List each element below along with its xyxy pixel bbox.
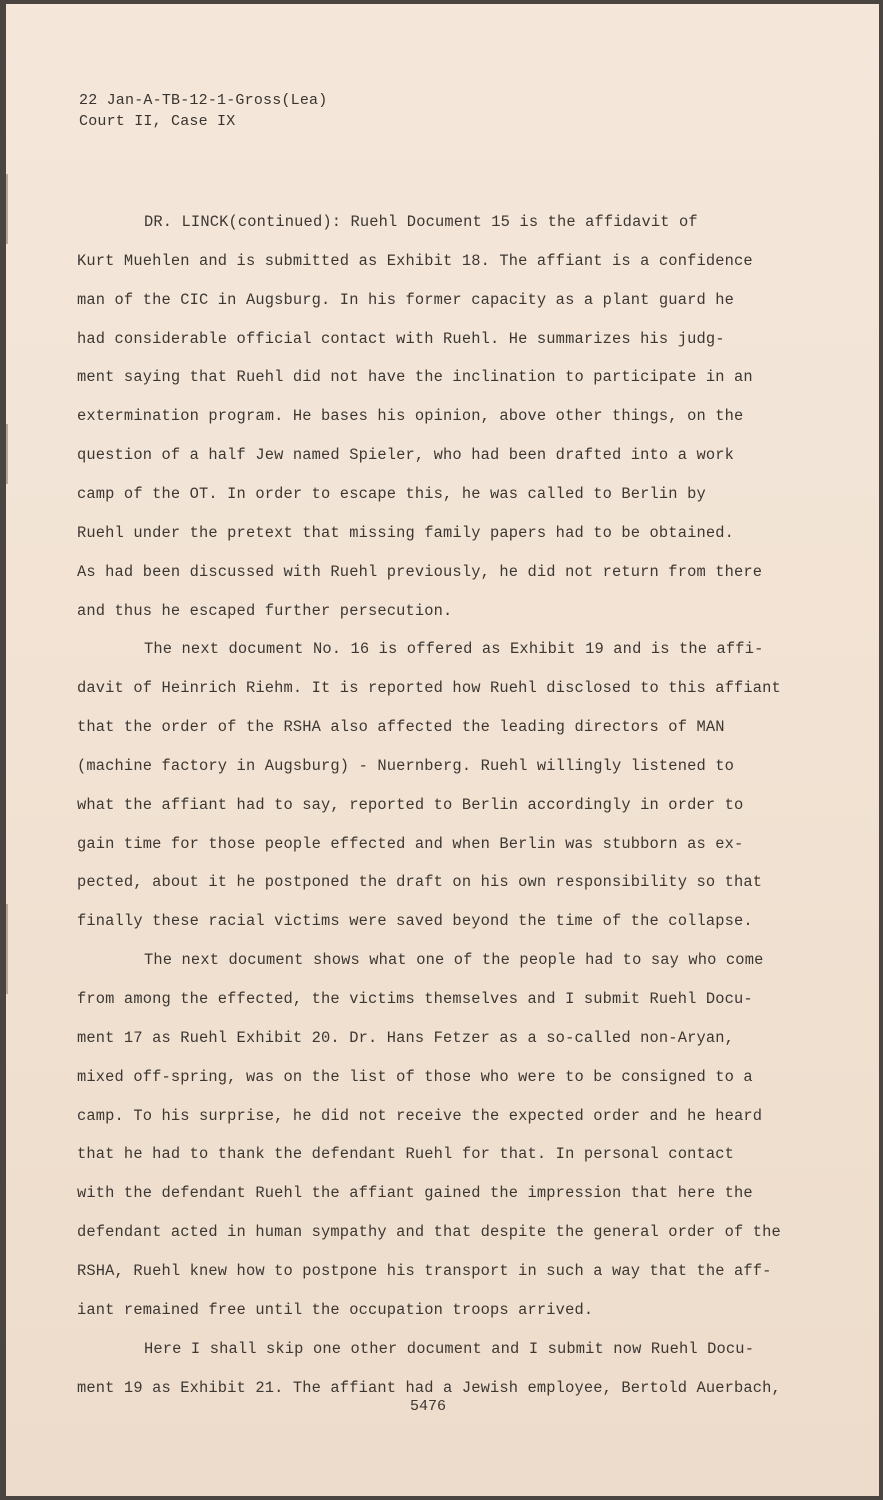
binding-mark xyxy=(6,904,8,994)
text-line: defendant acted in human sympathy and that despite the general order of the xyxy=(77,1223,781,1242)
text-line: what the affiant had to say, reported to Berlin accordingly in order to xyxy=(77,795,744,814)
text-line: ment saying that Ruehl did not have the inclination to participate in an xyxy=(77,368,753,387)
text-line: camp of the OT. In order to escape this, he was called to Berlin by xyxy=(77,484,706,503)
text-line: question of a half Jew named Spieler, who had been drafted into a work xyxy=(77,446,735,465)
text-line: extermination program. He bases his opinion, above other things, on the xyxy=(77,407,744,426)
text-line: RSHA, Ruehl knew how to postpone his transport in such a way that the aff- xyxy=(77,1261,772,1280)
text-line: ment 17 as Ruehl Exhibit 20. Dr. Hans Fetzer as a so-called non-Aryan, xyxy=(77,1028,735,1047)
text-line: and thus he escaped further persecution. xyxy=(77,601,453,620)
text-line: finally these racial victims were saved beyond the time of the collapse. xyxy=(77,912,753,931)
text-line: The next document No. 16 is offered as Exhibit 19 and is the affi- xyxy=(144,640,764,659)
text-line: had considerable official contact with Ruehl. He summarizes his judg- xyxy=(77,329,725,348)
text-line: ment 19 as Exhibit 21. The affiant had a Jewish employee, Bertold Auerbach, xyxy=(77,1378,781,1397)
header-court-case: Court II, Case IX xyxy=(79,113,236,130)
text-line: Ruehl under the pretext that missing family papers had to be obtained. xyxy=(77,523,735,542)
text-line: gain time for those people effected and when Berlin was stubborn as ex- xyxy=(77,834,744,853)
text-line: iant remained free until the occupation troops arrived. xyxy=(77,1300,594,1319)
text-line: that the order of the RSHA also affected the leading directors of MAN xyxy=(77,718,725,737)
text-line: man of the CIC in Augsburg. In his former capacity as a plant guard he xyxy=(77,290,735,309)
page-number: 5476 xyxy=(410,1398,447,1415)
text-line: with the defendant Ruehl the affiant gained the impression that here the xyxy=(77,1184,753,1203)
document-page xyxy=(6,4,879,1496)
text-line: mixed off-spring, was on the list of those who were to be consigned to a xyxy=(77,1067,753,1086)
text-line: that he had to thank the defendant Ruehl for that. In personal contact xyxy=(77,1145,735,1164)
text-line: camp. To his surprise, he did not receive the expected order and he heard xyxy=(77,1106,763,1125)
text-line: The next document shows what one of the people had to say who come xyxy=(144,951,764,970)
text-line: davit of Heinrich Riehm. It is reported how Ruehl disclosed to this affiant xyxy=(77,679,781,698)
text-line: (machine factory in Augsburg) - Nuernberg. Ruehl willingly listened to xyxy=(77,756,735,775)
text-line: Here I shall skip one other document and I submit now Ruehl Docu- xyxy=(144,1339,755,1358)
text-line: As had been discussed with Ruehl previously, he did not return from there xyxy=(77,562,763,581)
text-line: from among the effected, the victims themselves and I submit Ruehl Docu- xyxy=(77,990,753,1008)
text-line: pected, about it he postponed the draft on his own responsibility so that xyxy=(77,873,763,892)
binding-mark xyxy=(6,174,8,244)
document-header xyxy=(79,90,327,132)
binding-mark xyxy=(6,424,8,484)
text-line: DR. LINCK(continued): Ruehl Document 15 is the affidavit of xyxy=(144,213,698,231)
header-reference: 22 Jan-A-TB-12-1-Gross(Lea) xyxy=(79,92,328,109)
text-line: Kurt Muehlen and is submitted as Exhibit 18. The affiant is a confidence xyxy=(77,251,753,270)
